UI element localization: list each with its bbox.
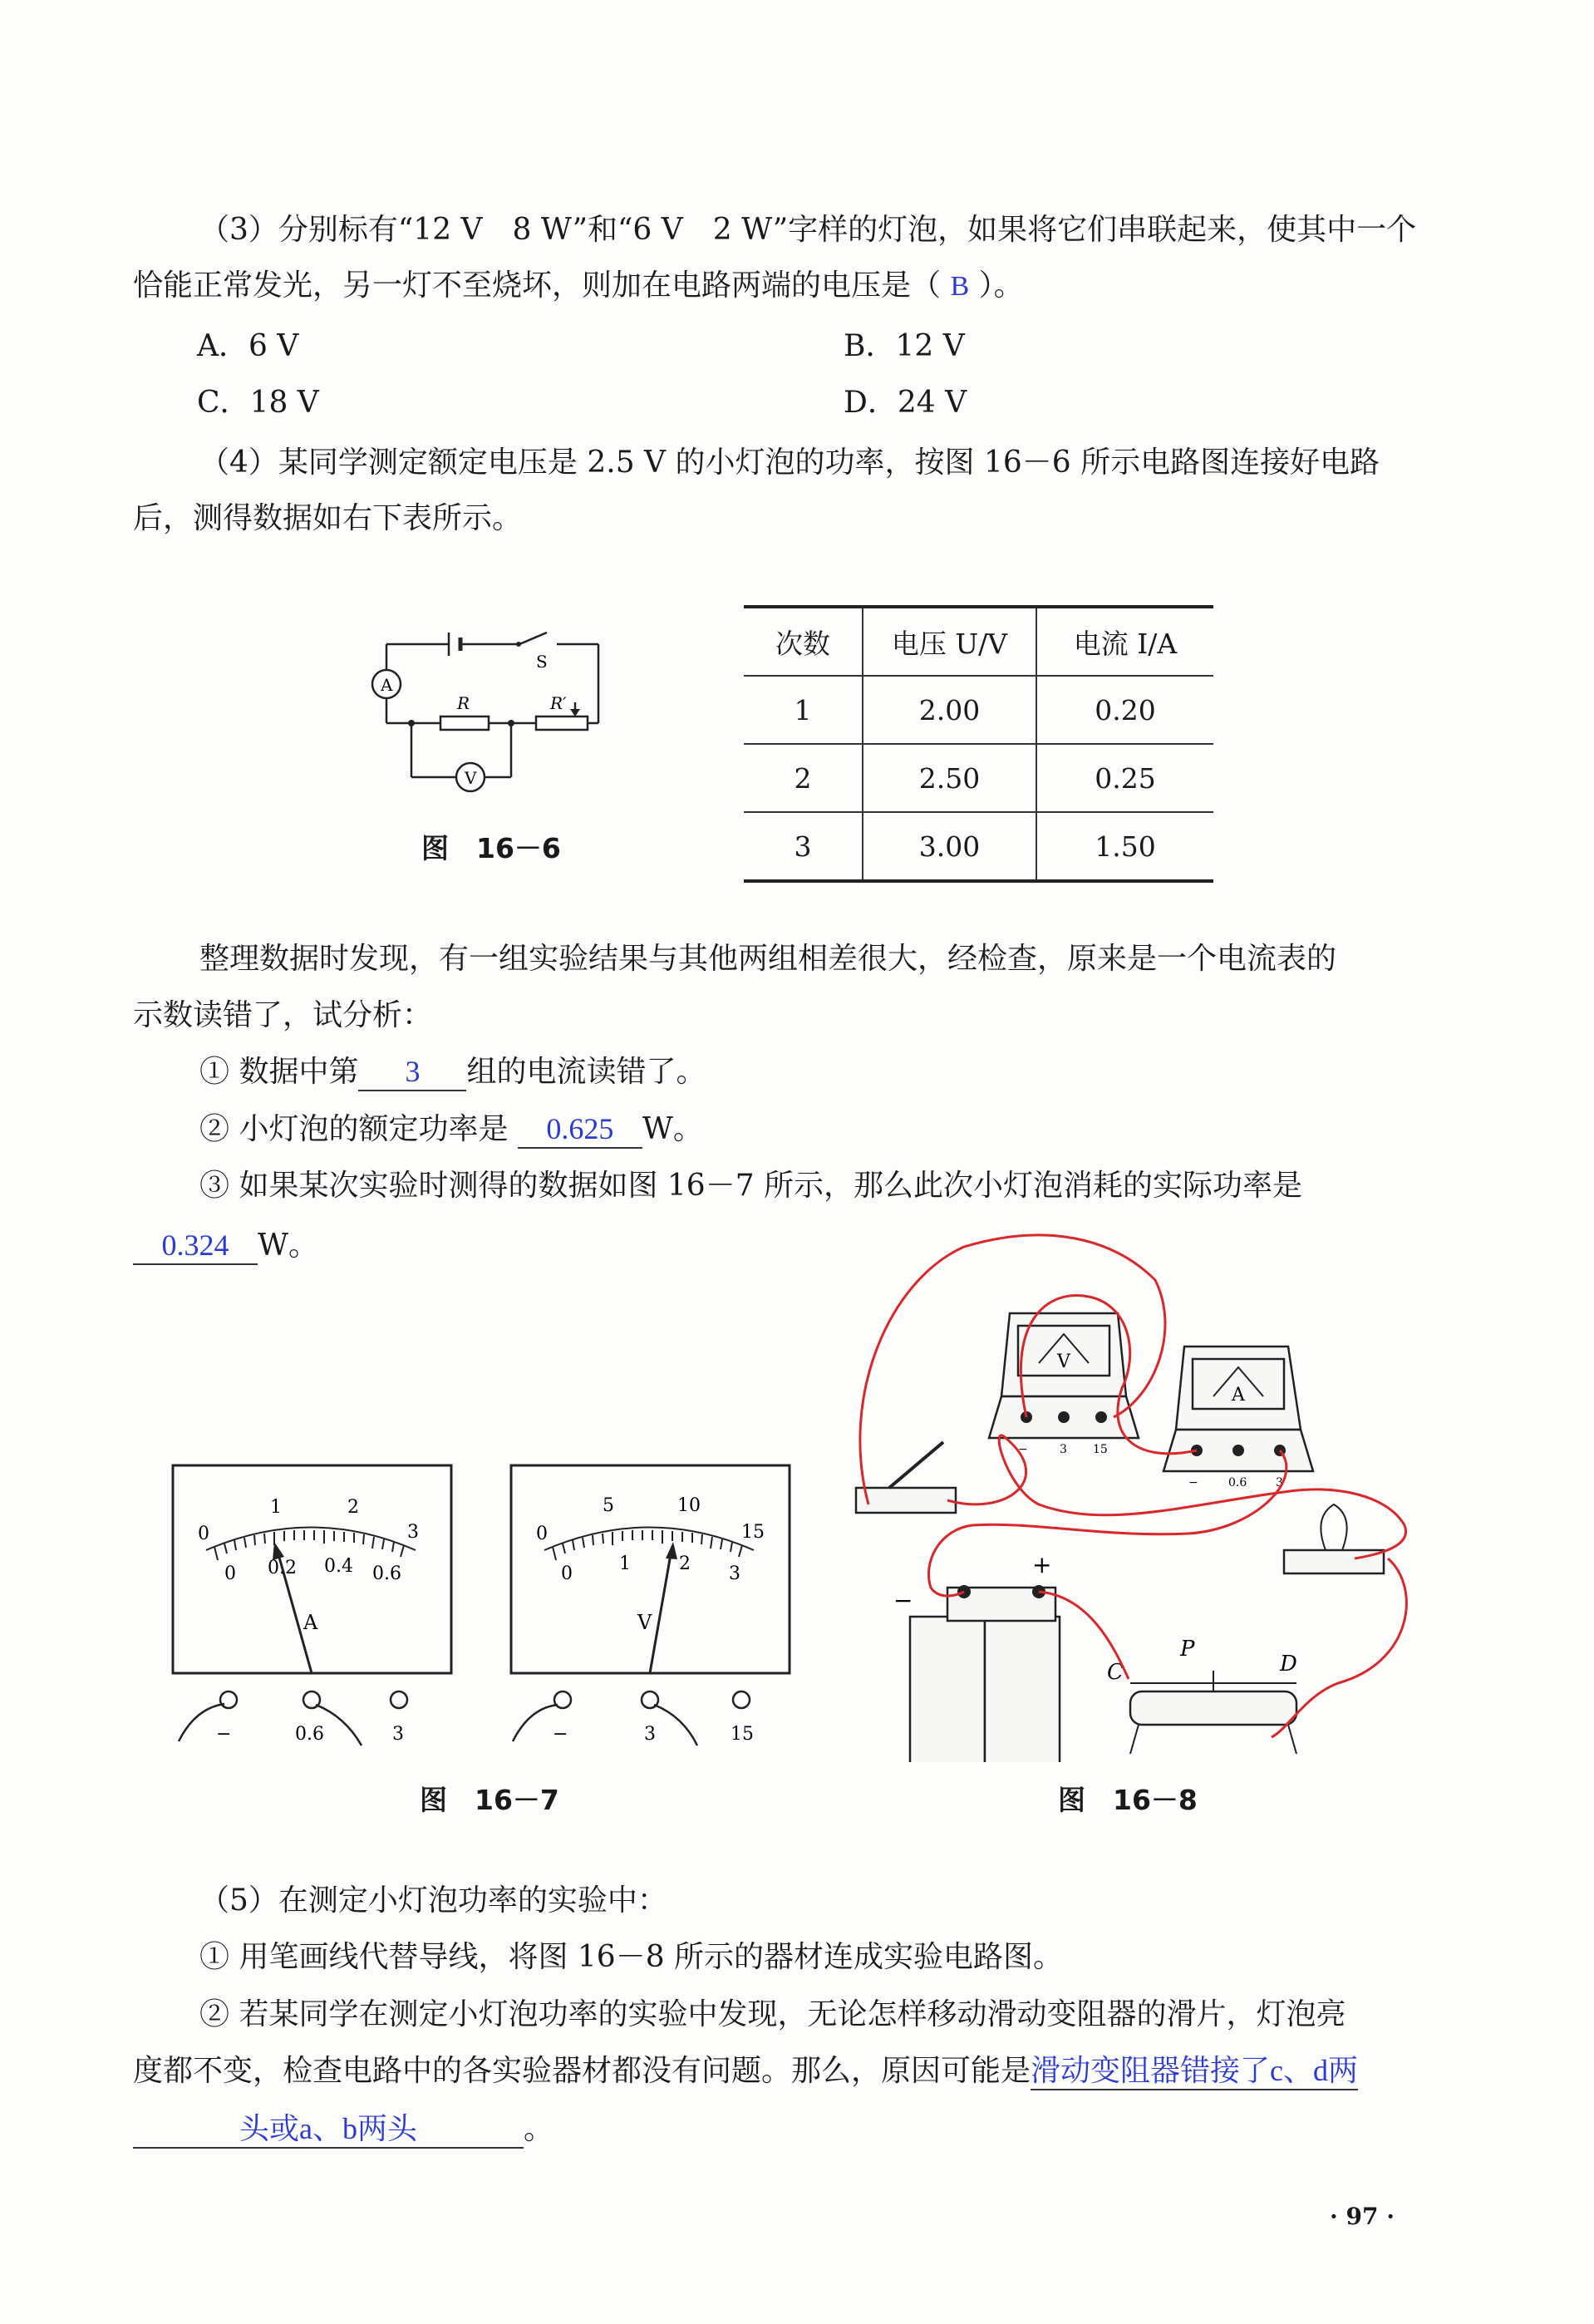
item3-post: W。 bbox=[258, 1228, 319, 1263]
table-header-row bbox=[744, 607, 1213, 676]
voltmeter-tick-top: 0 bbox=[536, 1524, 548, 1544]
voltmeter-wire-right bbox=[654, 1705, 697, 1745]
ammeter-terminal-label: 3 bbox=[1276, 1476, 1283, 1489]
ammeter-tick-bottom: 0.2 bbox=[268, 1558, 297, 1578]
analysis-item1 bbox=[199, 1054, 706, 1091]
ammeter-tick-bottom: 0.6 bbox=[372, 1563, 401, 1584]
figure-16-6-caption: 图 16－6 bbox=[421, 832, 561, 864]
ammeter-unit-symbol: A bbox=[303, 1611, 318, 1634]
q3-line1: （3）分别标有“12 V 8 W”和“6 V 2 W”字样的灯泡，如果将它们串联起来，使其中一个 bbox=[199, 213, 1417, 247]
switch-blade bbox=[889, 1442, 943, 1488]
voltmeter-tick-top: 10 bbox=[677, 1495, 701, 1516]
resistor-label: R bbox=[457, 693, 470, 713]
voltmeter-wire-left bbox=[513, 1705, 558, 1741]
voltmeter-terminal bbox=[733, 1691, 750, 1708]
q4-line1: （4）某同学测定额定电压是 2.5 V 的小灯泡的功率，按图 16－6 所示电路图连接好电路 bbox=[199, 446, 1380, 480]
item2-post: W。 bbox=[642, 1112, 703, 1146]
analysis-item2 bbox=[199, 1111, 703, 1149]
item1-answer-blank: 3 bbox=[358, 1054, 466, 1091]
header-trial: 次数 bbox=[744, 607, 863, 676]
q5-line4-pre: 度都不变，检查电路中的各实验器材都没有问题。那么，原因可能是 bbox=[133, 2054, 1031, 2088]
voltmeter-terminal-label: − bbox=[553, 1724, 568, 1745]
q5-line1: （5）在测定小灯泡功率的实验中： bbox=[199, 1883, 667, 1918]
voltmeter-tick-top: 5 bbox=[603, 1495, 614, 1516]
ammeter-frame bbox=[173, 1465, 451, 1673]
cell-current: 0.20 bbox=[1036, 676, 1213, 744]
ammeter-tick-top: 2 bbox=[347, 1497, 359, 1518]
ammeter-box-label: A bbox=[1232, 1385, 1245, 1406]
voltmeter-terminal-label: − bbox=[1018, 1443, 1028, 1456]
voltmeter-tick-bottom: 0 bbox=[561, 1563, 573, 1584]
cell-current: 0.25 bbox=[1036, 744, 1213, 812]
item2-answer-blank: 0.625 bbox=[518, 1111, 642, 1149]
cell-voltage: 2.50 bbox=[863, 744, 1036, 812]
figure-16-7-caption: 图 16－7 bbox=[420, 1784, 559, 1816]
q3-line2-post: ）。 bbox=[969, 268, 1024, 303]
voltmeter-box-label: V bbox=[1057, 1352, 1070, 1372]
table-row bbox=[744, 676, 1213, 744]
item2-pre: ② 小灯泡的额定功率是 bbox=[199, 1112, 518, 1146]
q3-option-d: D．24 V bbox=[844, 386, 967, 420]
voltmeter-label: V bbox=[465, 768, 477, 788]
page-number: · 97 · bbox=[1330, 2203, 1395, 2230]
cell-trial: 3 bbox=[744, 812, 863, 881]
item3-answer-blank: 0.324 bbox=[133, 1228, 258, 1265]
resistor-r bbox=[440, 716, 489, 730]
figure-16-8-caption: 图 16－8 bbox=[1058, 1784, 1198, 1816]
ammeter-terminal-label: 0.6 bbox=[1228, 1476, 1247, 1489]
analysis-item3-line1: ③ 如果某次实验时测得的数据如图 16－7 所示，那么此次小灯泡消耗的实际功率是 bbox=[199, 1169, 1303, 1203]
ammeter-terminal-label: 0.6 bbox=[295, 1724, 324, 1745]
voltmeter-frame bbox=[511, 1465, 790, 1673]
analysis-item3-line2 bbox=[133, 1228, 318, 1265]
analysis-line1: 整理数据时发现，有一组实验结果与其他两组相差很大，经检查，原来是一个电流表的 bbox=[199, 942, 1337, 976]
q3-option-a: A．6 V bbox=[197, 329, 299, 363]
q5-line3: ② 若某同学在测定小灯泡功率的实验中发现，无论怎样移动滑动变阻器的滑片，灯泡亮 bbox=[199, 1997, 1346, 2031]
q5-line4 bbox=[133, 2053, 1358, 2090]
battery-cell bbox=[985, 1617, 1060, 1762]
ammeter-terminal bbox=[220, 1691, 237, 1708]
rheostat-label: R′ bbox=[550, 693, 567, 713]
battery-minus-label: − bbox=[893, 1587, 913, 1614]
measurement-table bbox=[744, 605, 1213, 883]
cell-voltage: 2.00 bbox=[863, 676, 1036, 744]
ammeter-terminal-label: − bbox=[1188, 1476, 1198, 1489]
battery-cell bbox=[910, 1617, 985, 1762]
q3-line2-pre: 恰能正常发光，另一灯不至烧坏，则加在电路两端的电压是（ bbox=[133, 268, 951, 303]
ammeter-tick-top: 1 bbox=[270, 1497, 282, 1518]
apparatus-diagram-16-8 bbox=[839, 1230, 1421, 1762]
cell-current: 1.50 bbox=[1036, 812, 1213, 881]
voltmeter-tick-top: 15 bbox=[741, 1522, 765, 1543]
rheostat-p-label: P bbox=[1180, 1637, 1195, 1662]
cell-voltage: 3.00 bbox=[863, 812, 1036, 881]
switch-blade bbox=[519, 633, 547, 644]
q3-answer: B bbox=[950, 271, 970, 302]
q3-option-c: C．18 V bbox=[197, 386, 319, 420]
rheostat-coil bbox=[1130, 1691, 1296, 1725]
ammeter-terminal-label: − bbox=[216, 1724, 232, 1745]
table-row bbox=[744, 744, 1213, 812]
q5-line5-post: 。 bbox=[524, 2112, 554, 2146]
rheostat-r-prime bbox=[536, 716, 588, 730]
ammeter-scale-arc bbox=[206, 1528, 416, 1551]
table-row bbox=[744, 812, 1213, 881]
ammeter-tick-bottom: 0.4 bbox=[324, 1556, 353, 1577]
voltmeter-scale-arc bbox=[544, 1528, 754, 1551]
ammeter-terminal bbox=[391, 1691, 407, 1708]
ammeter-tick-top: 3 bbox=[407, 1522, 419, 1543]
ammeter-tick-bottom: 0 bbox=[224, 1563, 236, 1584]
cell-trial: 1 bbox=[744, 676, 863, 744]
q5-answer-part1: 滑动变阻器错接了c、d两 bbox=[1031, 2053, 1358, 2090]
analysis-line2: 示数读错了，试分析： bbox=[133, 998, 433, 1032]
lamp-base bbox=[1284, 1550, 1384, 1573]
circuit-diagram-16-6 bbox=[357, 619, 623, 819]
ammeter-tick-top: 0 bbox=[198, 1524, 209, 1544]
cell-trial: 2 bbox=[744, 744, 863, 812]
voltmeter-terminal-label: 3 bbox=[644, 1724, 656, 1745]
item1-pre: ① 数据中第 bbox=[199, 1055, 359, 1089]
voltmeter-pointer bbox=[650, 1554, 671, 1673]
item1-post: 组的电流读错了。 bbox=[466, 1055, 706, 1089]
voltmeter-tick-bottom: 3 bbox=[729, 1563, 740, 1584]
rheostat-d-label: D bbox=[1280, 1652, 1297, 1677]
header-voltage: 电压 U/V bbox=[863, 607, 1036, 676]
voltmeter-tick-bottom: 1 bbox=[619, 1553, 631, 1574]
q4-line2: 后，测得数据如右下表所示。 bbox=[133, 501, 523, 535]
switch-base bbox=[856, 1488, 956, 1513]
lamp-bulb bbox=[1321, 1504, 1346, 1550]
q3-option-b: B．12 V bbox=[844, 329, 965, 363]
switch-label: S bbox=[536, 652, 548, 672]
ammeter-label: A bbox=[381, 675, 393, 695]
battery-plus-label: + bbox=[1032, 1551, 1052, 1578]
q5-line5 bbox=[133, 2111, 553, 2149]
voltmeter-terminal-label: 15 bbox=[1093, 1443, 1108, 1456]
rheostat-c-label: C bbox=[1107, 1660, 1124, 1685]
voltmeter-unit-symbol: V bbox=[637, 1611, 652, 1634]
voltmeter-terminal-label: 3 bbox=[1060, 1443, 1067, 1456]
ammeter-terminal-label: 3 bbox=[392, 1724, 404, 1745]
q3-line2 bbox=[133, 268, 1024, 304]
voltmeter-dial bbox=[504, 1459, 795, 1750]
voltmeter-tick-bottom: 2 bbox=[679, 1553, 691, 1574]
header-current: 电流 I/A bbox=[1036, 607, 1213, 676]
voltmeter-terminal-label: 15 bbox=[731, 1724, 754, 1745]
q5-answer-part2: 头或a、b两头 bbox=[133, 2111, 524, 2149]
q5-line2: ① 用笔画线代替导线，将图 16－8 所示的器材连成实验电路图。 bbox=[199, 1940, 1064, 1974]
ammeter-dial bbox=[166, 1459, 457, 1750]
